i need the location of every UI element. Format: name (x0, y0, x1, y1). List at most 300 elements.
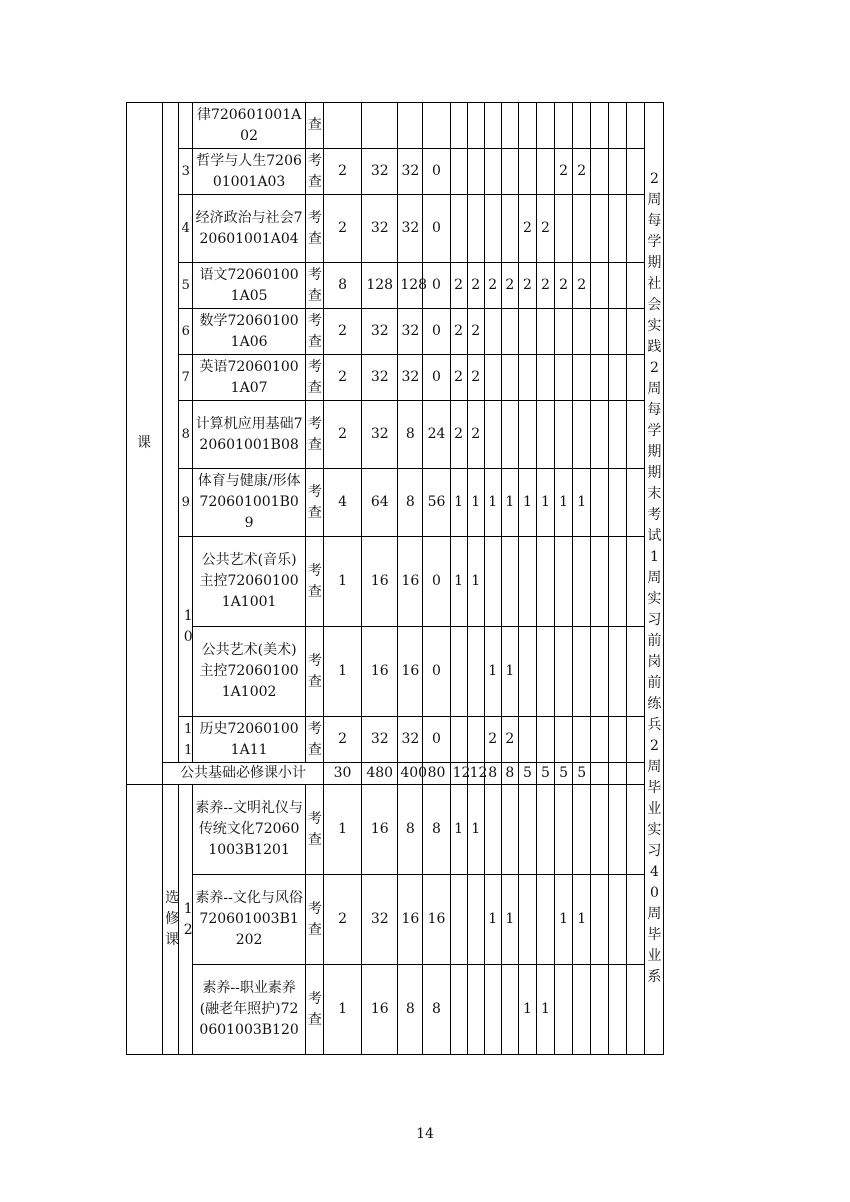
exam-text: 考查 (307, 152, 322, 190)
table-row (127, 149, 724, 195)
course-name: 哲学与人生720601001A03 (193, 149, 306, 195)
weekly-hours (555, 785, 573, 875)
empty-cell (627, 195, 645, 263)
blank-cell (127, 785, 163, 1055)
weekly-hours (518, 875, 536, 965)
exam-type (305, 469, 323, 537)
weekly-hours (555, 309, 573, 355)
weekly-hours (484, 785, 501, 875)
empty-cell (591, 103, 609, 149)
empty-cell (609, 763, 627, 785)
practice-hours: 0 (423, 263, 450, 309)
weekly-hours (536, 309, 554, 355)
weekly-hours (484, 309, 501, 355)
credit: 2 (323, 401, 361, 469)
empty-cell (591, 717, 609, 763)
weekly-hours (518, 785, 536, 875)
weekly-hours (518, 149, 536, 195)
credit (323, 103, 361, 149)
row-seq: 10 (183, 607, 193, 645)
credit: 1 (323, 785, 361, 875)
empty-cell (609, 537, 627, 627)
theory-hours: 8 (398, 965, 423, 1055)
weekly-hours: 1 (450, 537, 467, 627)
table-row (127, 401, 724, 469)
exam-text: 考查 (307, 900, 322, 938)
total-hours: 16 (362, 627, 398, 717)
weekly-hours: 1 (518, 469, 536, 537)
weekly-hours: 1 (484, 875, 501, 965)
table-row (127, 627, 724, 717)
weekly-hours (450, 717, 467, 763)
weekly-hours (450, 875, 467, 965)
exam-type (305, 717, 323, 763)
weekly-hours: 2 (467, 263, 484, 309)
practice-hours: 16 (423, 875, 450, 965)
credit: 8 (323, 263, 361, 309)
empty-cell (609, 263, 627, 309)
weekly-hours (518, 717, 536, 763)
empty-cell (627, 965, 645, 1055)
exam-text: 考查 (307, 990, 322, 1028)
credit: 4 (323, 469, 361, 537)
exam-type (305, 965, 323, 1055)
exam-text: 考查 (307, 266, 322, 304)
weekly-hours (518, 103, 536, 149)
weekly-hours (555, 965, 573, 1055)
theory-hours: 32 (398, 355, 423, 401)
credit: 2 (323, 195, 361, 263)
exam-type (305, 103, 323, 149)
weekly-hours (536, 103, 554, 149)
weekly-hours (573, 785, 591, 875)
exam-text: 考查 (307, 312, 322, 350)
weekly-hours: 1 (573, 469, 591, 537)
exam-text: 考查 (307, 358, 322, 396)
exam-text: 考查 (307, 562, 322, 600)
category-label: 课 (137, 435, 151, 451)
table-row (127, 195, 724, 263)
table-row (127, 355, 724, 401)
theory-hours: 32 (398, 717, 423, 763)
theory-hours: 32 (398, 195, 423, 263)
credit: 2 (323, 149, 361, 195)
subtotal-value: 12 (467, 763, 484, 785)
total-hours: 32 (362, 717, 398, 763)
credit: 2 (323, 309, 361, 355)
empty-cell (609, 627, 627, 717)
weekly-hours (518, 627, 536, 717)
weekly-hours (573, 195, 591, 263)
weekly-hours (501, 537, 518, 627)
empty-cell (591, 309, 609, 355)
weekly-hours (536, 627, 554, 717)
course-name: 计算机应用基础720601001B08 (193, 401, 306, 469)
weekly-hours: 1 (484, 627, 501, 717)
exam-text: 考查 (307, 209, 322, 247)
weekly-hours (484, 103, 501, 149)
exam-type (305, 627, 323, 717)
side-note-cell (645, 103, 663, 1055)
empty-cell (591, 627, 609, 717)
weekly-hours (484, 401, 501, 469)
empty-cell (627, 537, 645, 627)
total-hours: 16 (362, 785, 398, 875)
empty-cell (609, 875, 627, 965)
exam-text: 考查 (307, 652, 322, 690)
table-row (127, 537, 724, 627)
exam-type (305, 401, 323, 469)
weekly-hours: 1 (450, 469, 467, 537)
total-hours: 32 (362, 401, 398, 469)
exam-type (305, 355, 323, 401)
weekly-hours (450, 195, 467, 263)
weekly-hours (573, 355, 591, 401)
exam-type (305, 149, 323, 195)
row-seq: 12 (183, 900, 193, 938)
subtotal-value: 8 (484, 763, 501, 785)
weekly-hours: 1 (518, 965, 536, 1055)
weekly-hours: 2 (450, 355, 467, 401)
practice-hours: 0 (423, 717, 450, 763)
total-hours: 128 (362, 263, 398, 309)
empty-cell (627, 785, 645, 875)
seq-cell: 7 (179, 355, 193, 401)
weekly-hours (484, 965, 501, 1055)
weekly-hours: 1 (501, 627, 518, 717)
theory-hours: 128 (398, 263, 423, 309)
total-hours: 16 (362, 537, 398, 627)
weekly-hours (450, 965, 467, 1055)
seq-cell (179, 717, 193, 763)
empty-cell (591, 785, 609, 875)
weekly-hours: 2 (518, 263, 536, 309)
weekly-hours: 2 (518, 195, 536, 263)
weekly-hours (467, 875, 484, 965)
exam-type (305, 263, 323, 309)
table-row (127, 309, 724, 355)
theory-hours: 32 (398, 149, 423, 195)
weekly-hours (501, 309, 518, 355)
empty-cell (627, 763, 645, 785)
weekly-hours (573, 965, 591, 1055)
subtotal-row (127, 763, 724, 785)
weekly-hours (555, 717, 573, 763)
weekly-hours: 2 (536, 195, 554, 263)
weekly-hours: 1 (467, 785, 484, 875)
empty-cell (627, 103, 645, 149)
weekly-hours (518, 355, 536, 401)
weekly-hours (450, 149, 467, 195)
weekly-hours (467, 627, 484, 717)
exam-type (305, 537, 323, 627)
weekly-hours: 2 (484, 263, 501, 309)
theory-hours: 16 (398, 537, 423, 627)
weekly-hours (484, 195, 501, 263)
course-name: 英语720601001A07 (193, 355, 306, 401)
total-hours: 16 (362, 965, 398, 1055)
practice-hours (423, 103, 450, 149)
weekly-hours: 2 (555, 263, 573, 309)
weekly-hours (536, 785, 554, 875)
page-number: 14 (416, 1126, 434, 1142)
weekly-hours (573, 717, 591, 763)
seq-cell: 6 (179, 309, 193, 355)
theory-hours (398, 103, 423, 149)
weekly-hours (573, 627, 591, 717)
empty-cell (609, 195, 627, 263)
empty-cell (627, 263, 645, 309)
total-hours: 32 (362, 149, 398, 195)
exam-text: 考查 (307, 810, 322, 848)
weekly-hours: 2 (467, 401, 484, 469)
subtotal-value: 480 (362, 763, 398, 785)
empty-cell (591, 469, 609, 537)
weekly-hours (536, 355, 554, 401)
category-cell (127, 103, 163, 785)
total-hours: 32 (362, 309, 398, 355)
exam-text: 查 (307, 117, 322, 133)
weekly-hours (518, 309, 536, 355)
weekly-hours (467, 965, 484, 1055)
weekly-hours (573, 309, 591, 355)
course-name: 素养--文明礼仪与传统文化720601003B1201 (193, 785, 306, 875)
total-hours: 32 (362, 195, 398, 263)
weekly-hours (536, 401, 554, 469)
empty-cell (591, 537, 609, 627)
table-row (127, 469, 724, 537)
empty-cell (609, 103, 627, 149)
exam-type (305, 875, 323, 965)
weekly-hours (573, 103, 591, 149)
weekly-hours (501, 149, 518, 195)
empty-cell (627, 401, 645, 469)
weekly-hours (484, 355, 501, 401)
weekly-hours (501, 965, 518, 1055)
subtotal-value: 5 (536, 763, 554, 785)
row-seq: 11 (184, 721, 193, 758)
course-name: 数学720601001A06 (193, 309, 306, 355)
weekly-hours: 2 (501, 263, 518, 309)
weekly-hours: 2 (467, 355, 484, 401)
weekly-hours (518, 401, 536, 469)
table-row (127, 965, 724, 1055)
weekly-hours: 1 (467, 469, 484, 537)
side-note-text: 2周每学期社会实践2周每学期期末考试1周实习前岗前练兵2周毕业实习40周毕业系 (647, 171, 662, 985)
seq-cell: 3 (179, 149, 193, 195)
theory-hours: 16 (398, 875, 423, 965)
exam-text: 考查 (307, 720, 322, 758)
weekly-hours (573, 537, 591, 627)
empty-cell (627, 149, 645, 195)
weekly-hours: 1 (501, 469, 518, 537)
weekly-hours (555, 627, 573, 717)
empty-cell (627, 875, 645, 965)
exam-type (305, 309, 323, 355)
weekly-hours: 1 (501, 875, 518, 965)
empty-cell (591, 355, 609, 401)
elective-label-cell (163, 785, 179, 1055)
empty-cell (591, 149, 609, 195)
practice-hours: 0 (423, 355, 450, 401)
seq-cell: 8 (179, 401, 193, 469)
weekly-hours: 2 (467, 309, 484, 355)
theory-hours: 32 (398, 309, 423, 355)
empty-cell (627, 717, 645, 763)
empty-cell (591, 965, 609, 1055)
course-name: 素养--文化与风俗720601003B1202 (193, 875, 306, 965)
weekly-hours (501, 355, 518, 401)
practice-hours: 8 (423, 785, 450, 875)
subtotal-value: 12 (450, 763, 467, 785)
empty-cell (627, 355, 645, 401)
subtotal-value: 80 (423, 763, 450, 785)
elective-label: 选修课 (165, 890, 180, 948)
course-name: 素养--职业素养(融老年照护)720601003B120 (193, 965, 306, 1055)
weekly-hours: 1 (536, 965, 554, 1055)
weekly-hours: 2 (484, 717, 501, 763)
weekly-hours (536, 537, 554, 627)
weekly-hours (555, 537, 573, 627)
course-name: 体育与健康/形体720601001B09 (193, 469, 306, 537)
weekly-hours (536, 717, 554, 763)
practice-hours: 0 (423, 627, 450, 717)
weekly-hours (573, 401, 591, 469)
total-hours: 64 (362, 469, 398, 537)
weekly-hours (467, 149, 484, 195)
seq-cell: 5 (179, 263, 193, 309)
weekly-hours: 1 (555, 469, 573, 537)
table-row (127, 785, 724, 875)
credit: 1 (323, 537, 361, 627)
weekly-hours (501, 785, 518, 875)
empty-cell (627, 627, 645, 717)
weekly-hours (518, 537, 536, 627)
weekly-hours (484, 149, 501, 195)
subtotal-value: 5 (555, 763, 573, 785)
weekly-hours: 1 (484, 469, 501, 537)
table-row (127, 263, 724, 309)
subtotal-value: 5 (573, 763, 591, 785)
weekly-hours (484, 537, 501, 627)
weekly-hours: 2 (573, 263, 591, 309)
empty-cell (627, 309, 645, 355)
seq-cell: 9 (179, 469, 193, 537)
credit: 2 (323, 875, 361, 965)
empty-cell (591, 195, 609, 263)
weekly-hours: 2 (450, 309, 467, 355)
weekly-hours (555, 355, 573, 401)
weekly-hours (555, 401, 573, 469)
course-name: 公共艺术(美术) 主控720601001A1002 (193, 627, 306, 717)
weekly-hours (467, 717, 484, 763)
empty-cell (609, 717, 627, 763)
theory-hours: 16 (398, 627, 423, 717)
weekly-hours (536, 875, 554, 965)
empty-cell (591, 263, 609, 309)
subtotal-value: 400 (398, 763, 423, 785)
weekly-hours: 2 (536, 263, 554, 309)
subtotal-value: 5 (518, 763, 536, 785)
subtotal-value: 30 (323, 763, 361, 785)
empty-cell (609, 401, 627, 469)
exam-text: 考查 (307, 415, 322, 453)
practice-hours: 24 (423, 401, 450, 469)
weekly-hours: 2 (450, 401, 467, 469)
practice-hours: 56 (423, 469, 450, 537)
subtotal-label: 公共基础必修课小计 (163, 763, 324, 785)
empty-cell (591, 875, 609, 965)
weekly-hours: 2 (450, 263, 467, 309)
weekly-hours (467, 103, 484, 149)
weekly-hours: 1 (450, 785, 467, 875)
seq-cell: 4 (179, 195, 193, 263)
seq-cell (179, 785, 193, 1055)
table-row (127, 103, 724, 149)
empty-cell (609, 965, 627, 1055)
weekly-hours: 2 (501, 717, 518, 763)
theory-hours: 8 (398, 785, 423, 875)
weekly-hours (501, 103, 518, 149)
course-name: 历史720601001A11 (193, 717, 306, 763)
empty-cell (609, 149, 627, 195)
curriculum-table (126, 102, 724, 1055)
empty-cell (591, 763, 609, 785)
table-row (127, 875, 724, 965)
exam-type (305, 785, 323, 875)
seq-cell (179, 537, 193, 717)
course-name: 律720601001A02 (193, 103, 306, 149)
credit: 2 (323, 717, 361, 763)
weekly-hours: 1 (573, 875, 591, 965)
weekly-hours (555, 195, 573, 263)
weekly-hours (501, 195, 518, 263)
practice-hours: 0 (423, 537, 450, 627)
credit: 2 (323, 355, 361, 401)
weekly-hours (536, 149, 554, 195)
total-hours (362, 103, 398, 149)
weekly-hours: 1 (555, 875, 573, 965)
group-blank-cell (163, 103, 179, 763)
table-row (127, 717, 724, 763)
weekly-hours (450, 103, 467, 149)
weekly-hours: 2 (555, 149, 573, 195)
weekly-hours: 2 (573, 149, 591, 195)
theory-hours: 8 (398, 401, 423, 469)
exam-text: 考查 (307, 483, 322, 521)
total-hours: 32 (362, 875, 398, 965)
total-hours: 32 (362, 355, 398, 401)
practice-hours: 8 (423, 965, 450, 1055)
empty-cell (591, 401, 609, 469)
weekly-hours (555, 103, 573, 149)
exam-type (305, 195, 323, 263)
empty-cell (609, 469, 627, 537)
theory-hours: 8 (398, 469, 423, 537)
practice-hours: 0 (423, 309, 450, 355)
empty-cell (609, 309, 627, 355)
weekly-hours (467, 195, 484, 263)
practice-hours: 0 (423, 149, 450, 195)
empty-cell (609, 355, 627, 401)
credit: 1 (323, 965, 361, 1055)
practice-hours: 0 (423, 195, 450, 263)
weekly-hours (501, 401, 518, 469)
course-name: 语文720601001A05 (193, 263, 306, 309)
seq-cell (179, 103, 193, 149)
course-name: 公共艺术(音乐) 主控720601001A1001 (193, 537, 306, 627)
weekly-hours (450, 627, 467, 717)
